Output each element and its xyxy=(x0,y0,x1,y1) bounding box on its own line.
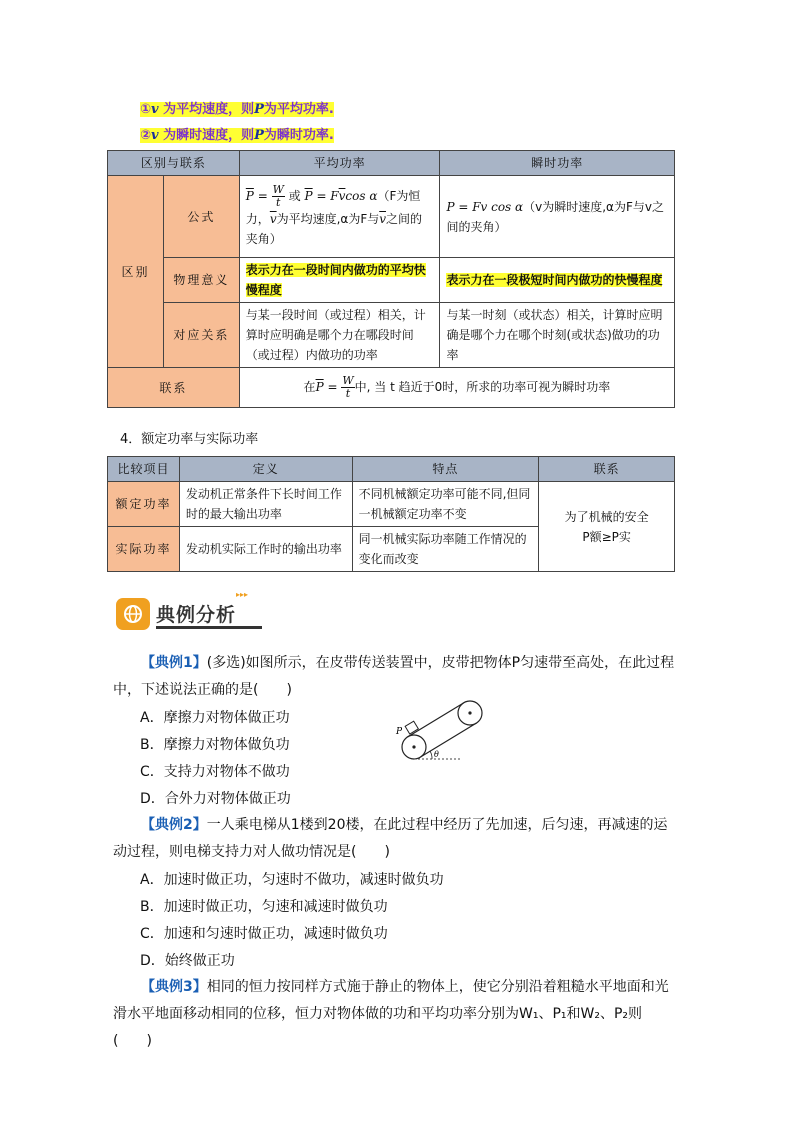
feature-cell: 同一机械实际功率随工作情况的变化而改变 xyxy=(352,527,539,572)
note-number: ② xyxy=(140,128,152,143)
row-label: 额定功率 xyxy=(108,482,180,527)
option: D．始终做正功 xyxy=(140,953,235,969)
option: B．摩擦力对物体做负功 xyxy=(140,737,290,753)
row-label: 公式 xyxy=(163,176,239,258)
group-label: 区别 xyxy=(108,176,164,368)
option: D．合外力对物体做正功 xyxy=(140,791,291,807)
section-banner xyxy=(116,590,266,632)
option: C．支持力对物体不做功 xyxy=(140,764,290,780)
arrow-decoration-icon: ▸▸▸ xyxy=(236,590,249,599)
example-2-question: 【典例2】一人乘电梯从1楼到20楼，在此过程中经历了先加速，后匀速，再减速的运动过程，则电梯支持力对人做功情况是( ) xyxy=(113,817,668,860)
rated-power-table xyxy=(107,456,675,572)
option: C．加速和匀速时做正功，减速时做负功 xyxy=(140,926,388,942)
section-title: 4．额定功率与实际功率 xyxy=(120,432,259,447)
row-label: 对应关系 xyxy=(163,303,239,368)
w-over-t-fraction: $\frac{W}{t}$ xyxy=(272,183,284,209)
note-number: ① xyxy=(140,102,152,117)
link-label: 联系 xyxy=(108,368,240,408)
inst-formula-cell: P = Fv cos α（v为瞬时速度,α为F与v之间的夹角） xyxy=(440,176,675,258)
example-3-question: 【典例3】相同的恒力按同样方式施于静止的物体上，使它分别沿着粗糙水平地面和光滑水平地面移动相同的位移，恒力对物体做的功和平均功率分别为W₁、P₁和W₂、P₂则( ) xyxy=(113,979,669,1049)
table-header: 区别与联系 xyxy=(108,151,240,176)
globe-icon xyxy=(116,598,150,630)
label-p: P xyxy=(396,727,403,737)
row-label: 实际功率 xyxy=(108,527,180,572)
power-comparison-table xyxy=(107,150,675,408)
definition-cell: 发动机实际工作时的输出功率 xyxy=(179,527,352,572)
link-cell: 在$\overline{P}$ = $\frac{W}{t}$ 中, 当 t 趋近于0时，所求的功率可视为瞬时功率 xyxy=(239,368,674,408)
option: B．加速时做正功，匀速和减速时做负功 xyxy=(140,899,388,915)
avg-relation-cell: 与某一段时间（或过程）相关，计算时应明确是哪个力在哪段时间（或过程）内做功的功率 xyxy=(239,303,440,368)
row-label: 物理意义 xyxy=(163,258,239,303)
table-header: 瞬时功率 xyxy=(440,151,675,176)
avg-meaning-cell: 表示力在一段时间内做功的平均快慢程度 xyxy=(239,258,440,303)
note-average: ①v 为平均速度，则P为平均功率. xyxy=(140,102,334,117)
banner-underline xyxy=(156,626,262,629)
feature-cell: 不同机械额定功率可能不同,但同一机械额定功率不变 xyxy=(352,482,539,527)
relation-cell: 为了机械的安全 P额≥P实 xyxy=(539,482,675,572)
conveyor-belt-figure xyxy=(390,695,500,767)
option: A．加速时做正功，匀速时不做功，减速时做负功 xyxy=(140,872,444,888)
definition-cell: 发动机正常条件下长时间工作时的最大输出功率 xyxy=(179,482,352,527)
table-header: 比较项目 xyxy=(108,457,180,482)
banner-title: 典例分析 xyxy=(156,604,237,626)
table-header: 特点 xyxy=(352,457,539,482)
label-theta: θ xyxy=(434,750,439,759)
note-instant: ②v 为瞬时速度，则P为瞬时功率. xyxy=(140,128,334,143)
table-header: 定义 xyxy=(179,457,352,482)
option: A．摩擦力对物体做正功 xyxy=(140,710,290,726)
inst-meaning-cell: 表示力在一段极短时间内做功的快慢程度 xyxy=(440,258,675,303)
avg-formula-cell: $\overline{P}$ = $\frac{W}{t}$ 或 $\overline{P} = F\overline{v}\cos$ α（F为恒力，$\overline{v}$为平均速度,α为F与$\overline{v}$之间的夹角） xyxy=(239,176,440,258)
table-header: 联系 xyxy=(539,457,675,482)
table-header: 平均功率 xyxy=(239,151,440,176)
example-1-question: 【典例1】(多选)如图所示，在皮带传送装置中，皮带把物体P匀速带至高处，在此过程中，下述说法正确的是( ) xyxy=(113,655,675,698)
inst-relation-cell: 与某一时刻（或状态）相关，计算时应明确是哪个力在哪个时刻(或状态)做功的功率 xyxy=(440,303,675,368)
p-bar-symbol: $\overline{P}$ xyxy=(245,189,254,203)
